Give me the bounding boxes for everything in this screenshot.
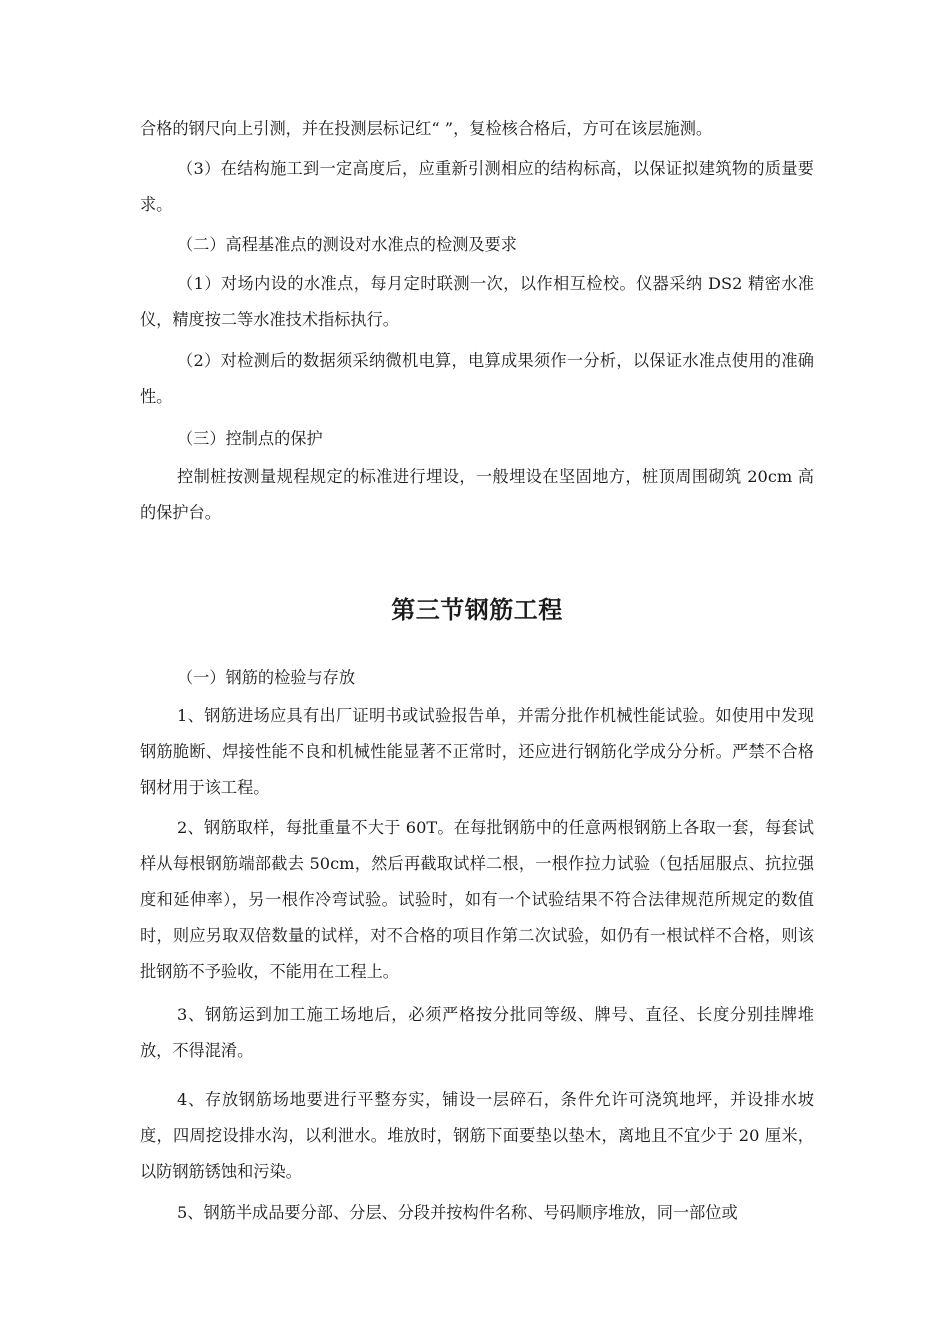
section-title: 第三节钢筋工程 — [391, 595, 563, 624]
paragraph-rebar-item-3: 3、钢筋运到加工施工场地后，必须严格按分批同等级、牌号、直径、长度分别挂牌堆放，不得混淆。 — [140, 1005, 814, 1060]
paragraph-rebar-item-2: 2、钢筋取样，每批重量不大于 60T。在每批钢筋中的任意两根钢筋上各取一套，每套试样从每根钢筋端部截去 50cm，然后再截取试样二根，一根作拉力试验（包括屈服点、抗拉强度和延伸率），另一根作冷弯试验。试验时，如有一个试验结果不符合法律规范所规定的数值时，则应另取双倍数量的试样，对不合格的项目作第二次试验，如仍有一根试样不合格，则该批钢筋不予验收，不能用在工程上。 — [140, 818, 814, 981]
subheading-control-point-protection: （三）控制点的保护 — [177, 429, 323, 448]
paragraph-rebar-item-4: 4、存放钢筋场地要进行平整夯实，铺设一层碎石，条件允许可浇筑地坪，并设排水坡度，四周挖设排水沟，以利泄水。堆放时，钢筋下面要垫以垫木，离地且不宜少于 20 厘米，以防钢筋锈蚀和污染。 — [140, 1090, 814, 1181]
subheading-benchmark-survey: （二）高程基准点的测设对水准点的检测及要求 — [177, 235, 517, 254]
paragraph-benchmark-joint-survey: （1）对场内设的水准点，每月定时联测一次，以作相互检校。仪器采纳 DS2 精密水准仪，精度按二等水准技术指标执行。 — [140, 274, 814, 329]
paragraph-leveling-transfer: 合格的钢尺向上引测，并在投测层标记红“ ”，复检核合格后，方可在该层施测。 — [140, 119, 713, 138]
paragraph-control-pile: 控制桩按测量规程规定的标准进行埋设，一般埋设在坚固地方，桩顶周围砌筑 20cm 高的保护台。 — [140, 467, 814, 522]
paragraph-rebar-item-5: 5、钢筋半成品要分部、分层、分段并按构件名称、号码顺序堆放，同一部位或 — [177, 1203, 738, 1222]
subheading-rebar-inspection: （一）钢筋的检验与存放 — [177, 668, 356, 687]
paragraph-structure-elevation: （3）在结构施工到一定高度后，应重新引测相应的结构标高，以保证拟建筑物的质量要求。 — [140, 159, 814, 214]
paragraph-rebar-item-1: 1、钢筋进场应具有出厂证明书或试验报告单，并需分批作机械性能试验。如使用中发现钢筋脆断、焊接性能不良和机械性能显著不正常时，还应进行钢筋化学成分分析。严禁不合格钢材用于该工程。 — [140, 706, 814, 797]
paragraph-benchmark-computation: （2）对检测后的数据须采纳微机电算，电算成果须作一分析，以保证水准点使用的准确性。 — [140, 351, 814, 406]
